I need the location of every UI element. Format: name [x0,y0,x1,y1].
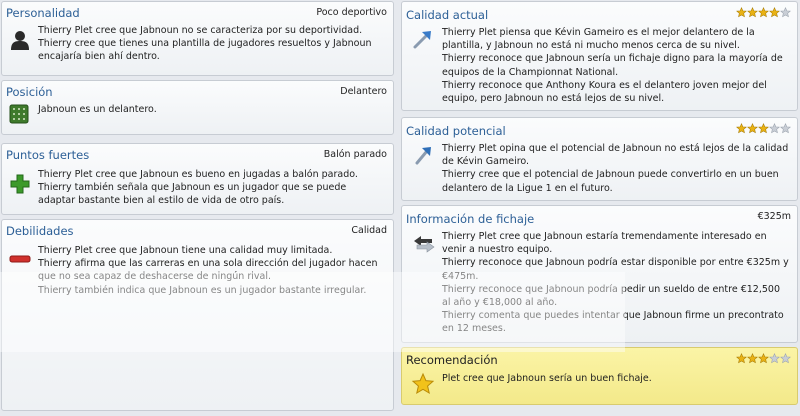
debilidades-panel [1,219,394,411]
rating-star-empty-icon [780,123,791,134]
personalidad-panel [1,1,394,76]
rating-star-filled-icon [736,7,747,18]
calidad-potencial-panel [401,117,798,201]
calidad-actual-title: Calidad actual [406,8,489,22]
personalidad-line: Thierry Plet cree que Jabnoun no se caracteriza por su deportividad. [38,25,363,36]
calidad-actual-stars [736,7,791,18]
fichaje-title: Información de fichaje [406,212,535,226]
personalidad-title: Personalidad [6,6,80,20]
person-silhouette-icon [9,29,31,54]
fichaje-line: Thierry comenta que puedes intentar que Jabnoun firme un precontrato en 12 meses. [442,310,784,335]
debilidades-value: Calidad [351,225,387,236]
rating-star-filled-icon [736,123,747,134]
calidad-actual-panel [401,1,798,111]
calidad-potencial-stars [736,123,791,134]
rating-star-filled-icon [758,123,769,134]
recomendacion-title: Recomendación [406,353,498,367]
puntos-fuertes-panel [1,143,394,215]
rating-star-filled-icon [758,353,769,364]
calidad-actual-line: Thierry Plet piensa que Kévin Gameiro es el mejor delantero de la plantilla, y Jabnoun no está ni mucho menos cerca de su nivel. [442,27,755,52]
rating-star-filled-icon [747,7,758,18]
puntos-fuertes-value: Balón parado [323,149,387,160]
pitch-icon [9,104,29,127]
arrow-up-left-icon [412,144,434,169]
debilidades-line: Thierry afirma que las carreras en una sola dirección del jugador hacen que no sea capaz de deshacerse de ningún rival. [38,258,378,283]
posicion-value: Delantero [340,86,387,97]
minus-icon [9,254,31,267]
calidad-actual-line: Thierry reconoce que Jabnoun sería un fichaje digno para la mayoría de equipos de la Championnat National. [442,53,783,78]
rating-star-empty-icon [769,353,780,364]
posicion-title: Posición [6,85,53,99]
rating-star-empty-icon [769,123,780,134]
rating-star-filled-icon [747,123,758,134]
debilidades-title: Debilidades [6,224,74,238]
fichaje-line: Thierry reconoce que Jabnoun podría pedir un sueldo de entre €12,500 al año y €18,000 al año. [442,283,780,309]
posicion-panel [1,80,394,135]
rating-star-filled-icon [736,353,747,364]
calidad-potencial-line: Thierry Plet opina que el potencial de Jabnoun no está lejos de la calidad de Kévin Gameiro. [442,143,789,168]
transfer-arrows-icon [412,234,436,257]
personalidad-line: Thierry cree que tienes una plantilla de jugadores resueltos y Jabnoun encajaría bien ahí dentro. [38,38,372,63]
plus-icon [9,173,31,198]
recomendacion-line: Plet cree que Jabnoun sería un buen fichaje. [442,373,652,384]
calidad-actual-line: Thierry reconoce que Anthony Koura es el delantero joven mejor del equipo, pero Jabnoun no está lejos de su nivel. [442,79,767,105]
debilidades-line: Thierry también indica que Jabnoun es un jugador bastante irregular. [38,284,367,296]
arrow-up-right-icon [412,28,434,53]
calidad-potencial-line: Thierry cree que el potencial de Jabnoun puede convertirlo en un buen delantero de la Ligue 1 en el futuro. [442,169,779,194]
personalidad-value: Poco deportivo [316,7,387,18]
debilidades-line: Thierry Plet cree que Jabnoun tiene una calidad muy limitada. [38,245,333,256]
fichaje-panel [401,205,798,343]
rating-star-empty-icon [780,7,791,18]
fichaje-line: Thierry Plet cree que Jabnoun estaría tremendamente interesado en venir a nuestro equipo. [442,231,767,256]
rating-star-filled-icon [769,7,780,18]
puntos-fuertes-title: Puntos fuertes [6,148,90,162]
puntos-fuertes-line: Thierry también señala que Jabnoun es un jugador que se puede adaptar bastante bien al estilo de vida de otro país. [38,182,347,207]
calidad-potencial-title: Calidad potencial [406,124,506,138]
puntos-fuertes-line: Thierry Plet cree que Jabnoun es bueno en jugadas a balón parado. [38,169,358,180]
rating-star-empty-icon [780,353,791,364]
recomendacion-panel [401,347,798,405]
recomendacion-stars [736,353,791,364]
fichaje-line: Thierry reconoce que Jabnoun podría estar disponible por entre €325m y €475m. [442,257,789,282]
rating-star-filled-icon [758,7,769,18]
fichaje-value: €325m [757,211,791,222]
posicion-line: Jabnoun es un delantero. [38,104,157,115]
rating-star-filled-icon [747,353,758,364]
star-icon [411,372,435,399]
